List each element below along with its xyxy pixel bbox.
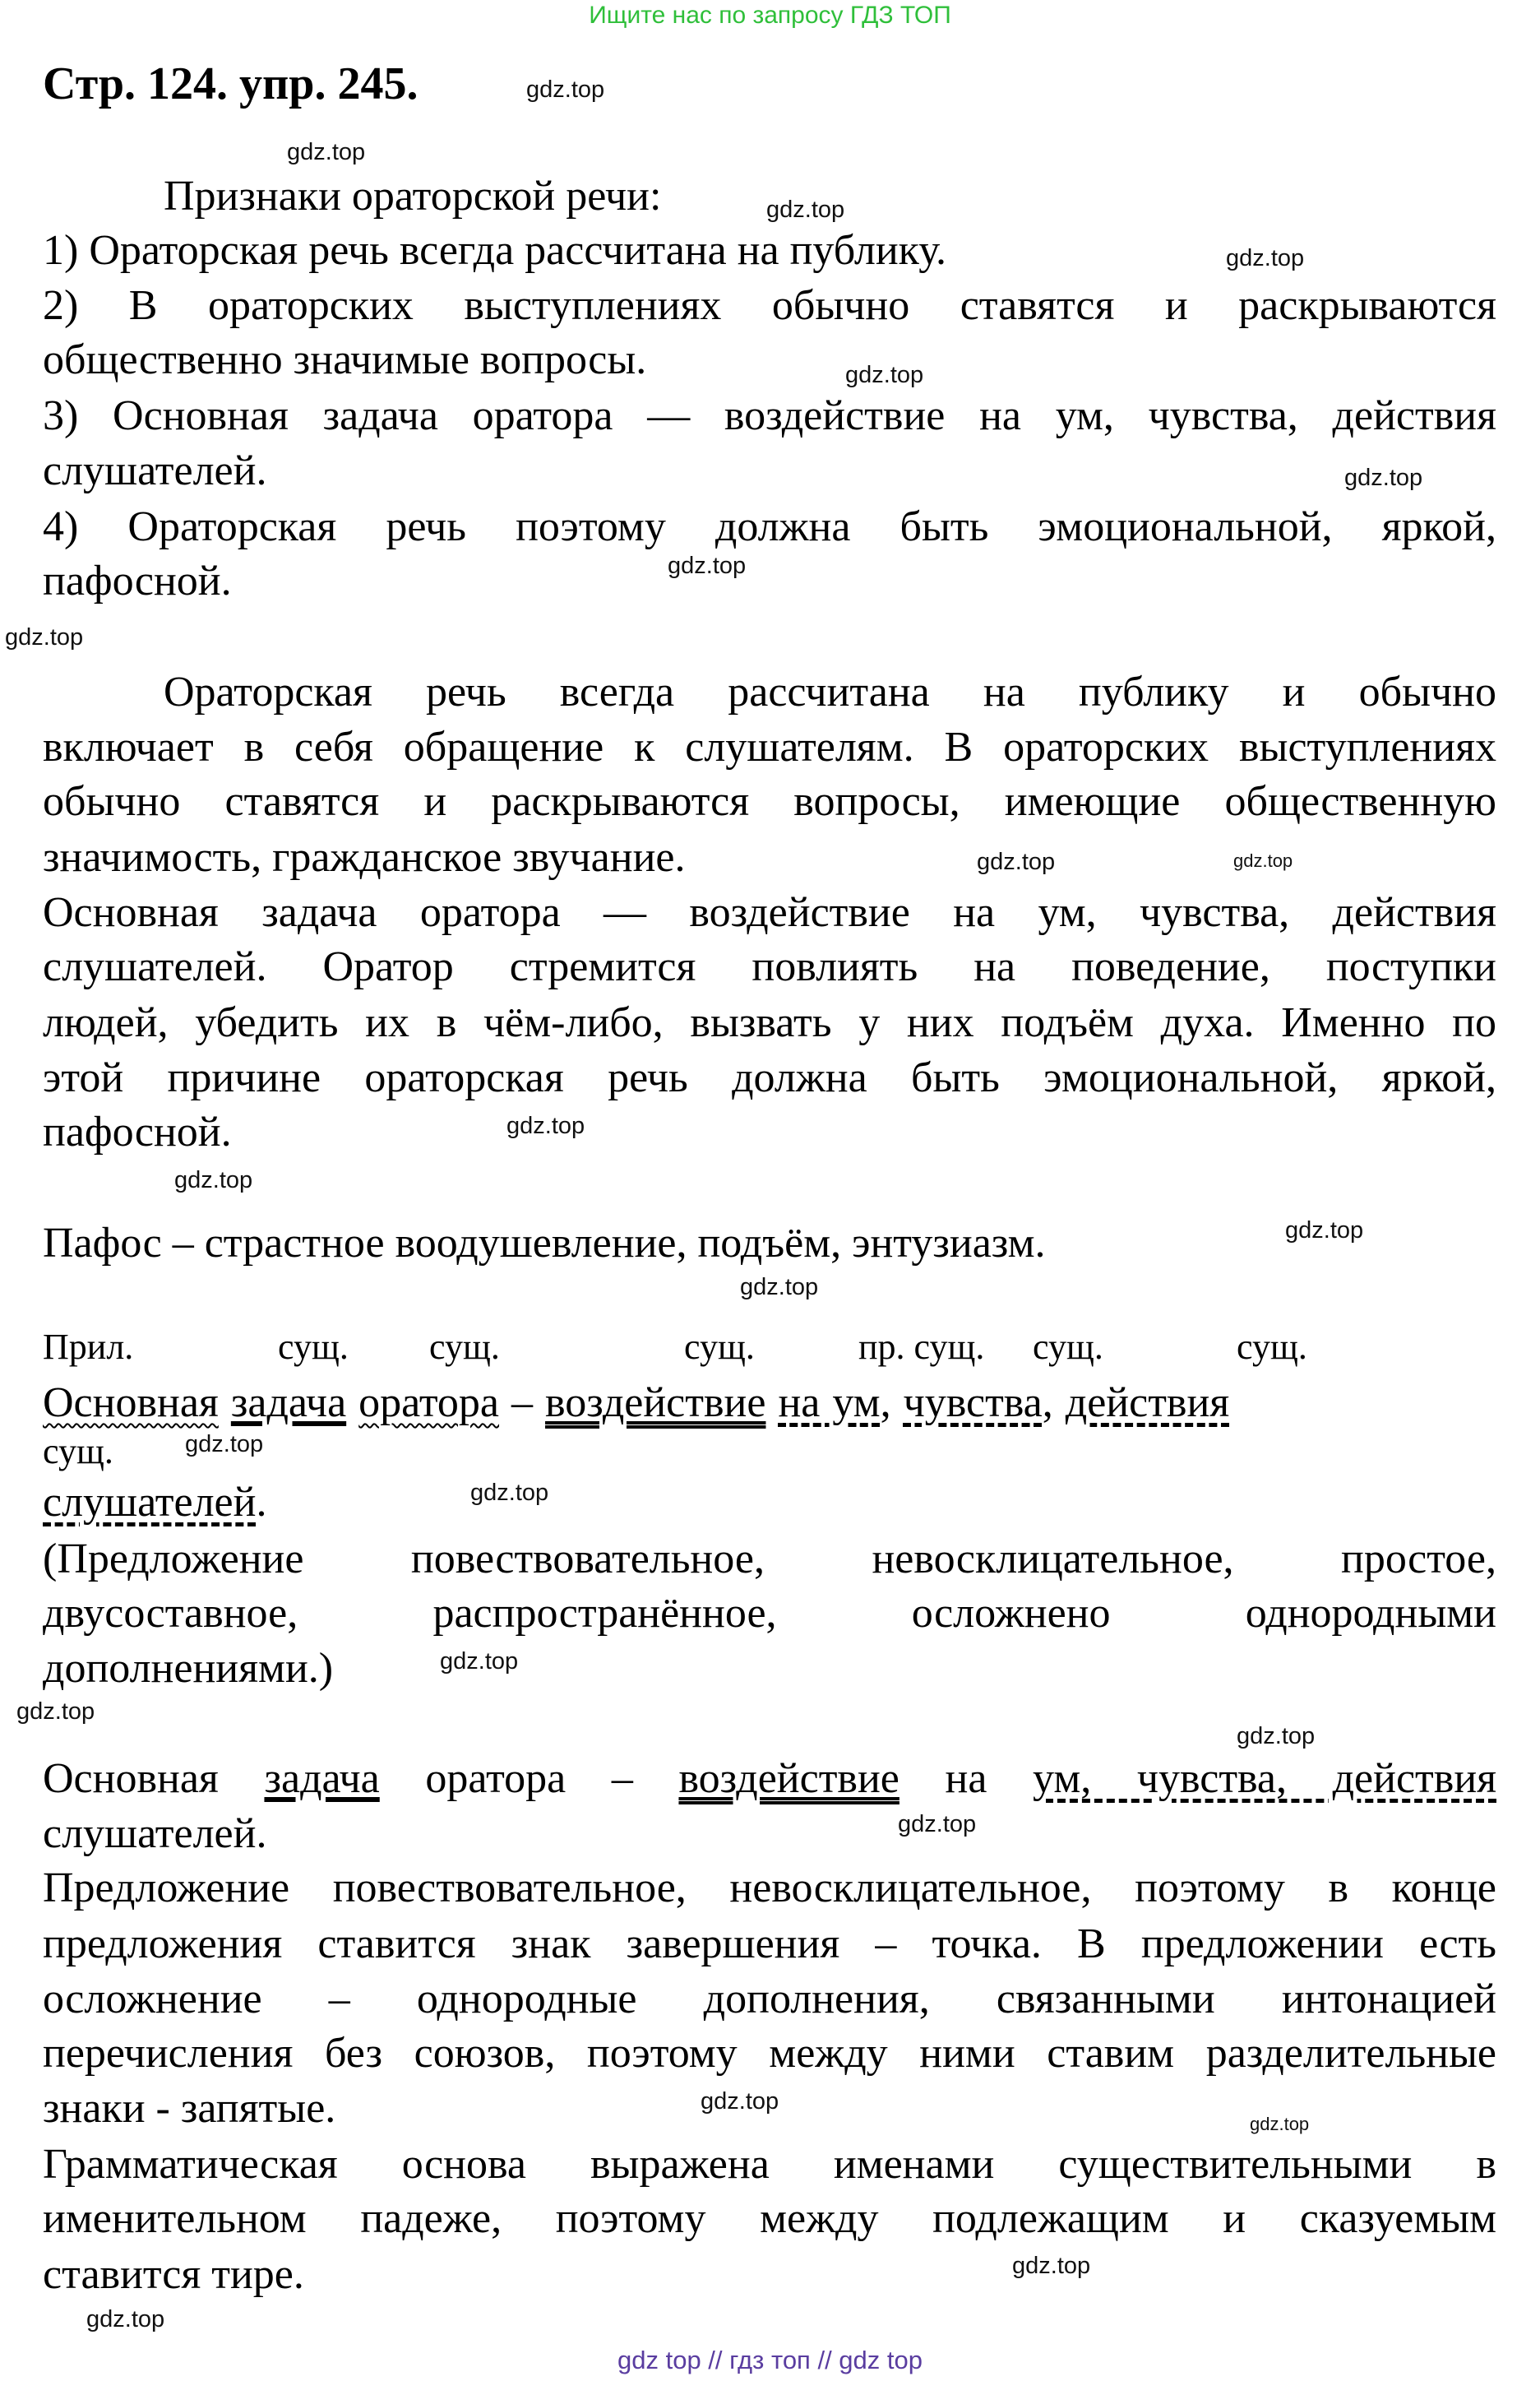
watermark: gdz.top (1233, 850, 1293, 871)
watermark: gdz.top (287, 139, 366, 165)
watermark: gdz.top (506, 1113, 585, 1139)
text-line: Ораторская речь всегда рассчитана на публику и обычно (164, 669, 1496, 716)
parsed-sentence (43, 1376, 1229, 1430)
watermark: gdz.top (766, 197, 845, 223)
period: . (256, 1479, 267, 1526)
watermark: gdz.top (740, 1274, 819, 1300)
object-word: действия (1065, 1379, 1230, 1426)
pos-label: пр. сущ. (858, 1327, 985, 1367)
text-line: Грамматическая основа выражена именами существительными в (43, 2141, 1496, 2188)
text-line: перечисления без союзов, поэтому между ними ставим разделительные (43, 2030, 1496, 2077)
comma: , (880, 1379, 891, 1426)
subject-word: задача (230, 1379, 347, 1426)
text-line: пафосной. (43, 558, 232, 605)
watermark: gdz.top (526, 76, 605, 103)
word: оратора (425, 1755, 567, 1802)
watermark: gdz.top (898, 1811, 977, 1837)
watermark: gdz.top (845, 362, 924, 388)
text-line: 2) В ораторских выступлениях обычно ставятся и раскрываются (43, 282, 1496, 329)
text-line: Основная задача оратора — воздействие на ум, чувства, действия (43, 889, 1496, 936)
watermark: gdz.top (701, 2088, 779, 2115)
watermark: gdz.top (1344, 465, 1423, 491)
text-line: 3) Основная задача оратора — воздействие на ум, чувства, действия (43, 392, 1496, 439)
text-line: предложения ставится знак завершения – точка. В предложении есть (43, 1920, 1496, 1967)
watermark: gdz.top (1012, 2253, 1091, 2279)
watermark: gdz.top (668, 553, 747, 579)
text-line: значимость, гражданское звучание. (43, 834, 686, 881)
text-line: слушателей. (43, 1810, 267, 1857)
pos-label: сущ. (278, 1327, 349, 1367)
word: Основная (43, 1755, 219, 1802)
watermark: gdz.top (16, 1698, 95, 1725)
comma: , (1042, 1379, 1053, 1426)
attribute-word: Основная (43, 1379, 219, 1426)
watermark: gdz.top (86, 2306, 165, 2332)
search-hint-header: Ищите нас по запросу ГДЗ ТОП (589, 2, 951, 29)
watermark: gdz.top (1285, 1217, 1364, 1244)
watermark: gdz.top (470, 1480, 549, 1506)
parsed-sentence-end (43, 1475, 266, 1530)
text-line: именительном падеже, поэтому между подлежащим и сказуемым (43, 2195, 1496, 2242)
watermark: gdz.top (1237, 1723, 1316, 1749)
footer-links[interactable]: gdz top // гдз топ // gdz top (617, 2346, 923, 2374)
watermark: gdz.top (1226, 245, 1305, 271)
signs-heading: Признаки ораторской речи: (164, 173, 662, 220)
text-line: 4) Ораторская речь поэтому должна быть эмоциональной, яркой, (43, 503, 1496, 550)
pos-label: сущ. (1237, 1327, 1307, 1367)
text-line: осложнение – однородные дополнения, связанными интонацией (43, 1976, 1496, 2022)
predicate-word: воздействие (545, 1379, 766, 1426)
pos-label: сущ. (684, 1327, 755, 1367)
watermark: gdz.top (977, 849, 1056, 875)
word: на (945, 1755, 987, 1802)
object-word: чувства (903, 1379, 1043, 1426)
subject-word: задача (264, 1755, 380, 1802)
analysis-sentence (43, 1752, 1496, 1806)
text-line: двусоставное, распространённое, осложнено однородными (43, 1590, 1496, 1637)
text-line: 1) Ораторская речь всегда рассчитана на публику. (43, 227, 947, 274)
text-line: пафосной. (43, 1109, 232, 1156)
watermark: gdz.top (5, 624, 84, 651)
text-line: (Предложение повествовательное, невосклицательное, простое, (43, 1536, 1496, 1582)
text-line: этой причине ораторская речь должна быть эмоциональной, яркой, (43, 1054, 1496, 1101)
text-line: обычно ставятся и раскрываются вопросы, имеющие общественную (43, 778, 1496, 825)
text-line: включает в себя обращение к слушателям. В ораторских выступлениях (43, 724, 1496, 771)
dash: – (611, 1755, 633, 1802)
text-line: знаки - запятые. (43, 2085, 336, 2132)
watermark: gdz.top (185, 1431, 264, 1457)
watermark: gdz.top (1250, 2114, 1310, 2134)
pos-label: сущ. (1033, 1327, 1103, 1367)
text-line: слушателей. (43, 447, 267, 494)
dash: – (511, 1379, 534, 1426)
page-title: Стр. 124. упр. 245. (43, 58, 419, 109)
attribute-word: оратора (358, 1379, 500, 1426)
text-line: Предложение повествовательное, невосклицательное, поэтому в конце (43, 1864, 1496, 1911)
text-line: общественно значимые вопросы. (43, 336, 647, 383)
text-line: ставится тире. (43, 2251, 304, 2298)
watermark: gdz.top (174, 1167, 253, 1193)
object-word: на ум (778, 1379, 881, 1426)
predicate-word: воздействие (678, 1755, 899, 1802)
object-word: слушателей (43, 1479, 257, 1526)
text-line: людей, убедить их в чём-либо, вызвать у них подъём духа. Именно по (43, 999, 1496, 1046)
watermark: gdz.top (440, 1648, 519, 1675)
pathos-definition: Пафос – страстное воодушевление, подъём, энтузиазм. (43, 1220, 1046, 1267)
pos-label: Прил. (43, 1327, 134, 1367)
pos-label: сущ. (43, 1431, 113, 1471)
pos-label: сущ. (429, 1327, 500, 1367)
text-line: слушателей. Оратор стремится повлиять на поведение, поступки (43, 943, 1496, 990)
text-line: дополнениями.) (43, 1645, 334, 1692)
objects-group: ум, чувства, действия (1033, 1755, 1497, 1802)
